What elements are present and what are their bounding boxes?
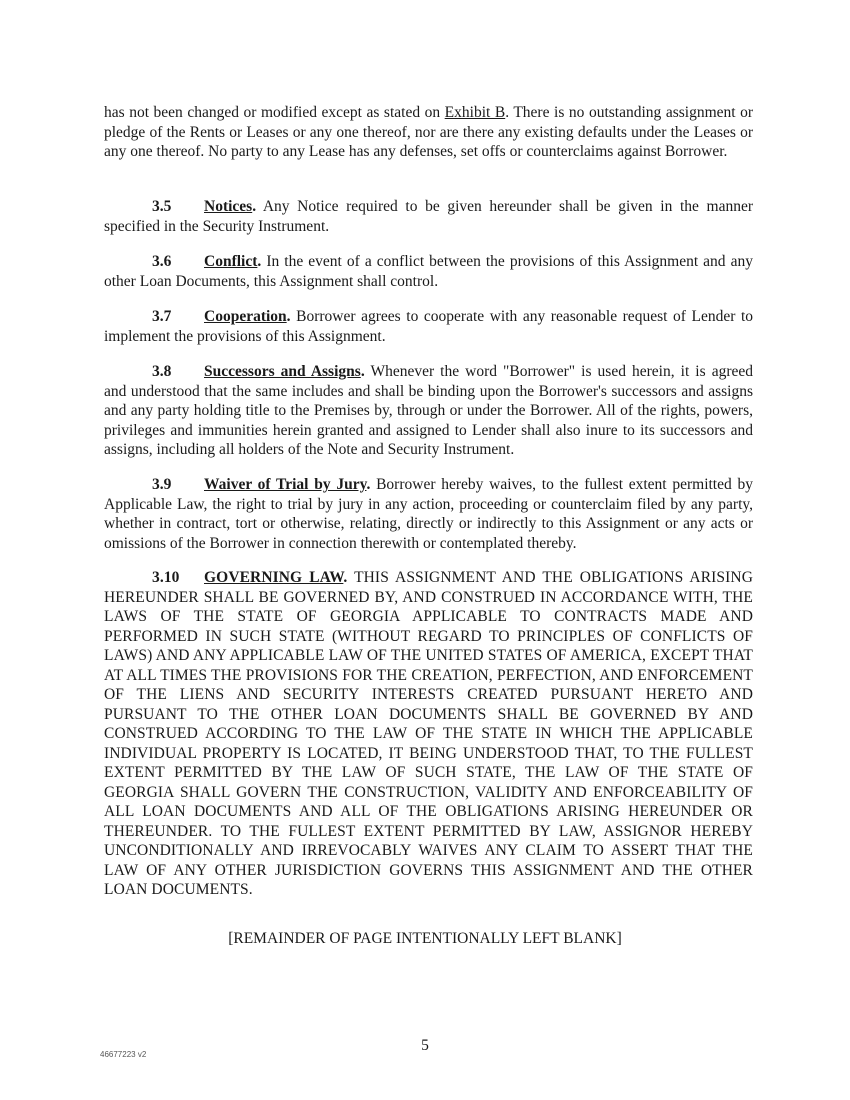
section-body: THIS ASSIGNMENT AND THE OBLIGATIONS ARISING HEREUNDER SHALL BE GOVERNED BY, AND CONSTRUED IN ACCORDANCE WITH, THE LAWS OF THE STATE OF GEORGIA APPLICABLE TO CONTRACTS MADE AND PERFORMED IN SUCH STATE (WITHOUT REGARD TO PRINCIPLES OF CONFLICTS OF LAWS) AND ANY APPLICABLE LAW OF THE UNITED STATES OF AMERICA, EXCEPT THAT AT ALL TIMES THE PROVISIONS FOR THE CREATION, PERFECTION, AND ENFORCEMENT OF THE LIENS AND SECURITY INTERESTS CREATED PURSUANT HERETO AND PURSUANT TO THE OTHER LOAN DOCUMENTS SHALL BE GOVERNED BY AND CONSTRUED ACCORDING TO THE LAW OF THE STATE IN WHICH THE APPLICABLE INDIVIDUAL PROPERTY IS LOCATED, IT BEING UNDERSTOOD THAT, TO THE FULLEST EXTENT PERMITTED BY THE LAW OF SUCH STATE, THE LAW OF THE STATE OF GEORGIA SHALL GOVERN THE CONSTRUCTION, VALIDITY AND ENFORCEABILITY OF ALL LOAN DOCUMENTS AND ALL OF THE OBLIGATIONS ARISING HEREUNDER OR THEREUNDER. TO THE FULLEST EXTENT PERMITTED BY LAW, ASSIGNOR HEREBY UNCONDITIONALLY AND IRREVOCABLY WAIVES ANY CLAIM TO ASSERT THAT THE LAW OF ANY OTHER JURISDICTION GOVERNS THIS ASSIGNMENT AND THE OTHER LOAN DOCUMENTS. (104, 569, 753, 898)
continuation-text-2: . There is no outstanding assignment or pledge of the Rents or Leases or any one thereof, nor are there any existing defaults under the Leases or any one thereof. No party to any Lease has any defenses, set offs or counterclaims against Borrower. (104, 104, 754, 160)
section-number: 3.8 (152, 363, 172, 380)
section-number: 3.10 (152, 569, 180, 586)
section-body: Borrower hereby waives, to the fullest extent permitted by Applicable Law, the right to trial by jury in any action, proceeding or counterclaim filed by any party, whether in contract, tort or otherwise, relating, directly or indirectly to this Assignment or any acts or omissions of the Borrower in connection therewith or contemplated thereby. (104, 476, 753, 552)
section-body: In the event of a conflict between the provisions of this Assignment and any other Loan Documents, this Assignment shall control. (104, 253, 753, 290)
section-heading: Conflict (204, 253, 258, 270)
section-heading: Notices (204, 198, 253, 215)
section-heading: GOVERNING LAW (204, 569, 344, 586)
section-body: Any Notice required to be given hereunder shall be given in the manner specified in the Security Instrument. (104, 198, 753, 235)
section-body: Whenever the word "Borrower" is used herein, it is agreed and understood that the same includes and shall be binding upon the Borrower's successors and assigns and any party holding title to the Premises by, through or under the Borrower. All of the rights, powers, privileges and immunities herein granted and assigned to Lender shall also inure to its successors and assigns, including all holders of the Note and Security Instrument. (104, 363, 753, 458)
section-body: Borrower agrees to cooperate with any reasonable request of Lender to implement the provisions of this Assignment. (104, 308, 753, 345)
remainder-note: [REMAINDER OF PAGE INTENTIONALLY LEFT BLANK] (228, 930, 622, 947)
section-number: 3.7 (152, 308, 172, 325)
section-heading: Waiver of Trial by Jury (204, 476, 367, 493)
exhibit-reference: Exhibit B (444, 104, 506, 121)
section-3-5: 3.5 Notices. Any Notice required to be given hereunder shall be given in the manner specified in the Security Instrument. (104, 198, 753, 235)
section-number: 3.9 (152, 476, 172, 493)
section-3-9: 3.9 Waiver of Trial by Jury. Borrower hereby waives, to the fullest extent permitted by Applicable Law, the right to trial by jury in any action, proceeding or counterclaim filed by any party, whether in contract, tort or otherwise, relating, directly or indirectly to this Assignment or any acts or omissions of the Borrower in connection therewith or contemplated thereby. (104, 476, 753, 552)
section-3-6: 3.6 Conflict. In the event of a conflict between the provisions of this Assignment and any other Loan Documents, this Assignment shall control. (104, 253, 753, 290)
section-number: 3.5 (152, 198, 172, 215)
section-heading: Cooperation (204, 308, 287, 325)
document-id: 46677223 v2 (100, 1050, 147, 1059)
page-number: 5 (421, 1037, 429, 1054)
section-heading: Successors and Assigns (204, 363, 361, 380)
section-3-7: 3.7 Cooperation. Borrower agrees to cooperate with any reasonable request of Lender to implement the provisions of this Assignment. (104, 308, 753, 345)
section-number: 3.6 (152, 253, 172, 270)
continuation-paragraph (104, 103, 753, 162)
section-3-8: 3.8 Successors and Assigns. Whenever the word "Borrower" is used herein, it is agreed and understood that the same includes and shall be binding upon the Borrower's successors and assigns and any party holding title to the Premises by, through or under the Borrower. All of the rights, powers, privileges and immunities herein granted and assigned to Lender shall also inure to its successors and assigns, including all holders of the Note and Security Instrument. (104, 363, 753, 458)
continuation-text-1: has not been changed or modified except as stated on (104, 104, 445, 121)
section-3-10: 3.10 GOVERNING LAW. THIS ASSIGNMENT AND THE OBLIGATIONS ARISING HEREUNDER SHALL BE GOVERNED BY, AND CONSTRUED IN ACCORDANCE WITH, THE LAWS OF THE STATE OF GEORGIA APPLICABLE TO CONTRACTS MADE AND PERFORMED IN SUCH STATE (WITHOUT REGARD TO PRINCIPLES OF CONFLICTS OF LAWS) AND ANY APPLICABLE LAW OF THE UNITED STATES OF AMERICA, EXCEPT THAT AT ALL TIMES THE PROVISIONS FOR THE CREATION, PERFECTION, AND ENFORCEMENT OF THE LIENS AND SECURITY INTERESTS CREATED PURSUANT HERETO AND PURSUANT TO THE OTHER LOAN DOCUMENTS SHALL BE GOVERNED BY AND CONSTRUED ACCORDING TO THE LAW OF THE STATE IN WHICH THE APPLICABLE INDIVIDUAL PROPERTY IS LOCATED, IT BEING UNDERSTOOD THAT, TO THE FULLEST EXTENT PERMITTED BY THE LAW OF SUCH STATE, THE LAW OF THE STATE OF GEORGIA SHALL GOVERN THE CONSTRUCTION, VALIDITY AND ENFORCEABILITY OF ALL LOAN DOCUMENTS AND ALL OF THE OBLIGATIONS ARISING HEREUNDER OR THEREUNDER. TO THE FULLEST EXTENT PERMITTED BY LAW, ASSIGNOR HEREBY UNCONDITIONALLY AND IRREVOCABLY WAIVES ANY CLAIM TO ASSERT THAT THE LAW OF ANY OTHER JURISDICTION GOVERNS THIS ASSIGNMENT AND THE OTHER LOAN DOCUMENTS. (104, 569, 753, 898)
